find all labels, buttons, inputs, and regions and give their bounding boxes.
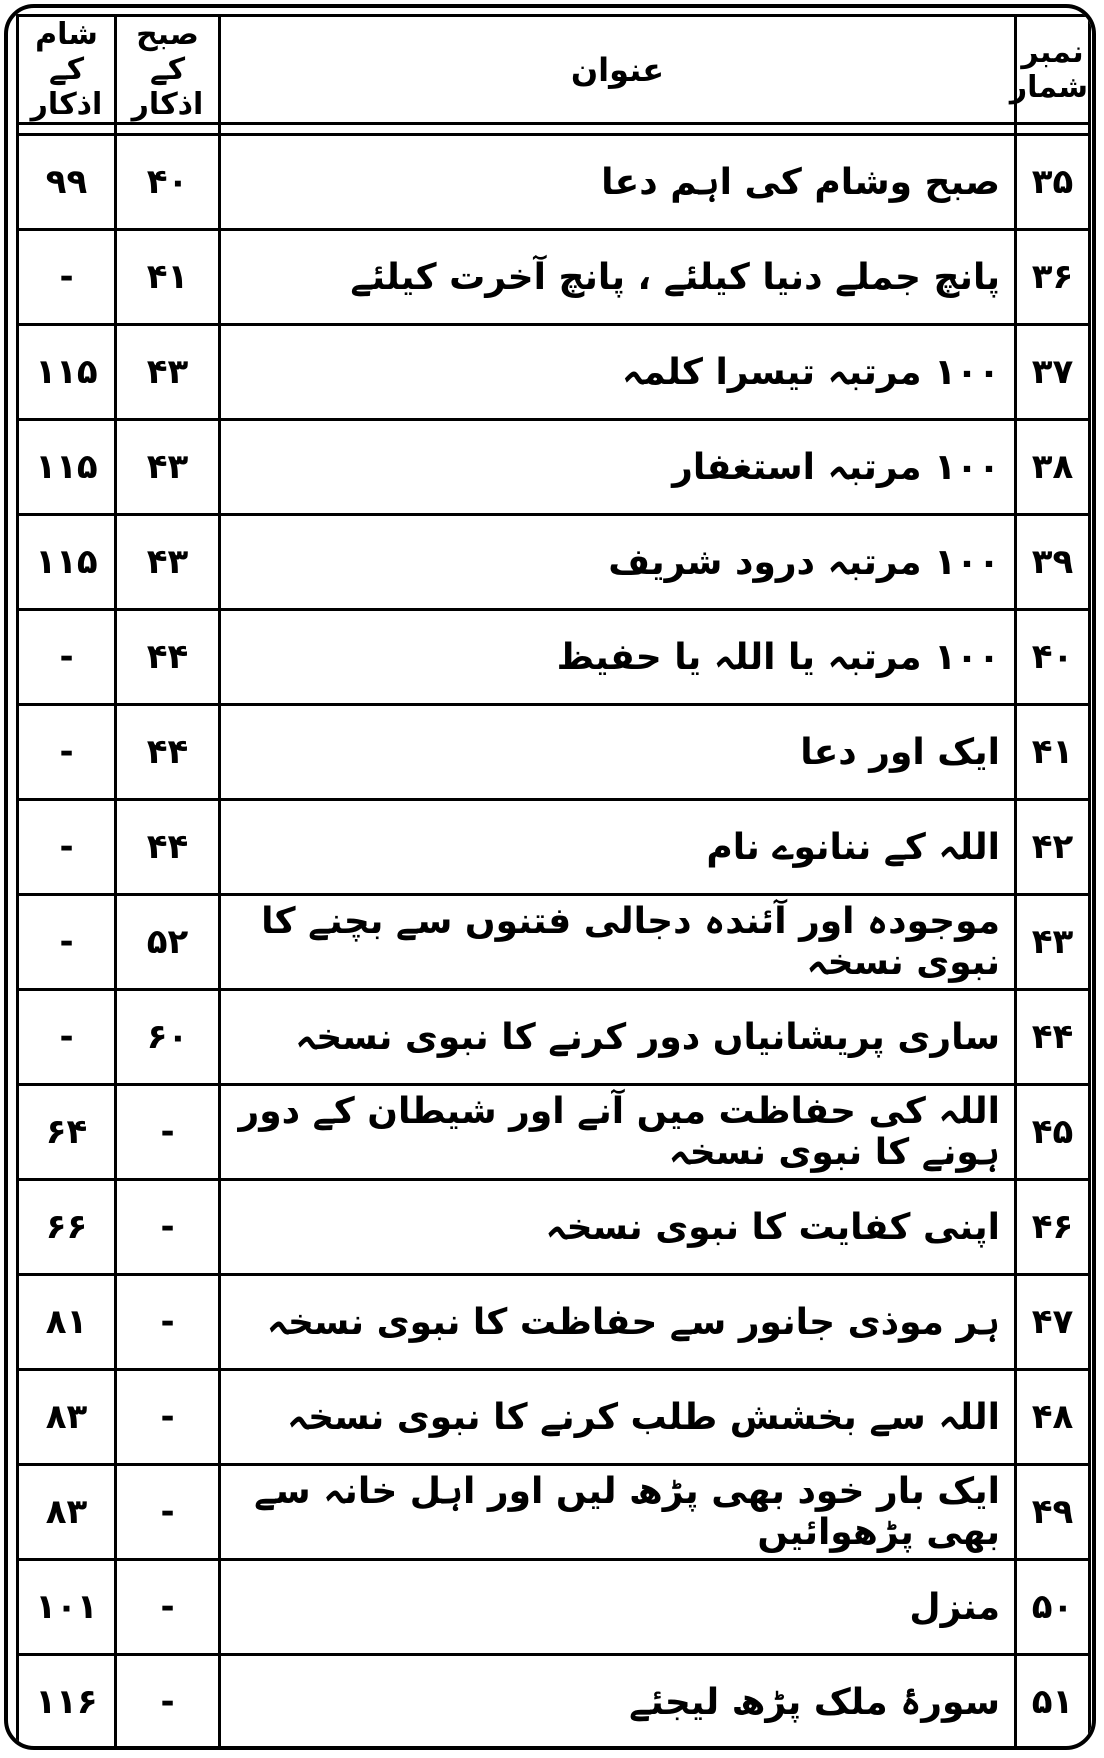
- header-row: [18, 16, 1090, 124]
- row-shaam-page: ۶۶: [18, 1180, 116, 1275]
- row-title: اللہ سے بخشش طلب کرنے کا نبوی نسخہ: [220, 1370, 1016, 1465]
- row-shaam-page: -: [18, 230, 116, 325]
- table-row[interactable]: [18, 895, 1090, 990]
- row-title: ایک اور دعا: [220, 705, 1016, 800]
- row-subah-page: -: [116, 1085, 220, 1180]
- row-shaam-page: ۹۹: [18, 135, 116, 230]
- row-shaam-page: ۱۱۵: [18, 325, 116, 420]
- header-number: نمبر شمار: [1016, 16, 1090, 124]
- row-number: ۴۷: [1016, 1275, 1090, 1370]
- page-frame: [4, 4, 1096, 1750]
- index-table: [16, 14, 1091, 1750]
- table-row[interactable]: [18, 990, 1090, 1085]
- row-title: موجودہ اور آئندہ دجالی فتنوں سے بچنے کا نبوی نسخہ: [220, 895, 1016, 990]
- table-row[interactable]: [18, 420, 1090, 515]
- row-title: ۱۰۰ مرتبہ یا اللہ یا حفیظ: [220, 610, 1016, 705]
- table-row[interactable]: [18, 705, 1090, 800]
- row-subah-page: -: [116, 1370, 220, 1465]
- row-number: ۳۸: [1016, 420, 1090, 515]
- row-subah-page: -: [116, 1560, 220, 1655]
- row-subah-page: -: [116, 1465, 220, 1560]
- row-shaam-page: ۸۳: [18, 1465, 116, 1560]
- row-shaam-page: -: [18, 705, 116, 800]
- row-shaam-page: ۸۳: [18, 1370, 116, 1465]
- table-row[interactable]: [18, 515, 1090, 610]
- row-title: ساری پریشانیاں دور کرنے کا نبوی نسخہ: [220, 990, 1016, 1085]
- row-subah-page: ۵۲: [116, 895, 220, 990]
- row-shaam-page: -: [18, 895, 116, 990]
- table-row[interactable]: [18, 325, 1090, 420]
- row-number: ۴۳: [1016, 895, 1090, 990]
- row-number: ۴۵: [1016, 1085, 1090, 1180]
- row-title: اپنی کفایت کا نبوی نسخہ: [220, 1180, 1016, 1275]
- row-number: ۴۱: [1016, 705, 1090, 800]
- row-number: ۴۴: [1016, 990, 1090, 1085]
- row-number: ۴۶: [1016, 1180, 1090, 1275]
- row-subah-page: -: [116, 1655, 220, 1750]
- row-shaam-page: ۶۴: [18, 1085, 116, 1180]
- table-row[interactable]: [18, 1275, 1090, 1370]
- row-title: ۱۰۰ مرتبہ تیسرا کلمہ: [220, 325, 1016, 420]
- row-title: ایک بار خود بھی پڑھ لیں اور اہل خانہ سے بھی پڑھوائیں: [220, 1465, 1016, 1560]
- row-number: ۴۸: [1016, 1370, 1090, 1465]
- row-number: ۳۷: [1016, 325, 1090, 420]
- header-shaam: شام کے اذکار: [18, 16, 116, 124]
- row-subah-page: -: [116, 1180, 220, 1275]
- header-subah: صبح کے اذکار: [116, 16, 220, 124]
- row-title: ۱۰۰ مرتبہ استغفار: [220, 420, 1016, 515]
- row-number: ۳۵: [1016, 135, 1090, 230]
- row-title: اللہ کے ننانوے نام: [220, 800, 1016, 895]
- row-subah-page: ۴۴: [116, 705, 220, 800]
- row-number: ۳۹: [1016, 515, 1090, 610]
- row-subah-page: ۴۳: [116, 325, 220, 420]
- header-title: عنوان: [220, 16, 1016, 124]
- row-shaam-page: -: [18, 990, 116, 1085]
- table-body: [18, 135, 1090, 1750]
- row-title: پانچ جملے دنیا کیلئے ، پانچ آخرت کیلئے: [220, 230, 1016, 325]
- table-row[interactable]: [18, 610, 1090, 705]
- row-shaam-page: ۱۱۶: [18, 1655, 116, 1750]
- table-row[interactable]: [18, 1465, 1090, 1560]
- row-shaam-page: ۱۱۵: [18, 515, 116, 610]
- row-number: ۳۶: [1016, 230, 1090, 325]
- row-number: ۵۰: [1016, 1560, 1090, 1655]
- row-shaam-page: ۱۱۵: [18, 420, 116, 515]
- table-row[interactable]: [18, 1370, 1090, 1465]
- row-subah-page: ۴۰: [116, 135, 220, 230]
- row-number: ۴۰: [1016, 610, 1090, 705]
- row-shaam-page: -: [18, 610, 116, 705]
- row-subah-page: ۴۳: [116, 515, 220, 610]
- row-subah-page: ۴۴: [116, 610, 220, 705]
- table-row[interactable]: [18, 800, 1090, 895]
- row-title: ہر موذی جانور سے حفاظت کا نبوی نسخہ: [220, 1275, 1016, 1370]
- row-number: ۴۲: [1016, 800, 1090, 895]
- table-row[interactable]: [18, 1085, 1090, 1180]
- table-row[interactable]: [18, 135, 1090, 230]
- row-number: ۴۹: [1016, 1465, 1090, 1560]
- row-number: ۵۱: [1016, 1655, 1090, 1750]
- row-shaam-page: ۸۱: [18, 1275, 116, 1370]
- row-title: اللہ کی حفاظت میں آنے اور شیطان کے دور ہونے کا نبوی نسخہ: [220, 1085, 1016, 1180]
- table-row[interactable]: [18, 1655, 1090, 1750]
- row-subah-page: ۴۳: [116, 420, 220, 515]
- row-subah-page: ۴۴: [116, 800, 220, 895]
- row-title: ۱۰۰ مرتبہ درود شریف: [220, 515, 1016, 610]
- table-row[interactable]: [18, 230, 1090, 325]
- row-title: سورۂ ملک پڑھ لیجئے: [220, 1655, 1016, 1750]
- table-row[interactable]: [18, 1180, 1090, 1275]
- row-subah-page: -: [116, 1275, 220, 1370]
- row-shaam-page: ۱۰۱: [18, 1560, 116, 1655]
- row-title: منزل: [220, 1560, 1016, 1655]
- row-subah-page: ۴۱: [116, 230, 220, 325]
- table-row[interactable]: [18, 1560, 1090, 1655]
- row-title: صبح وشام کی اہم دعا: [220, 135, 1016, 230]
- row-subah-page: ۶۰: [116, 990, 220, 1085]
- row-shaam-page: -: [18, 800, 116, 895]
- header-spacer: [18, 124, 1090, 135]
